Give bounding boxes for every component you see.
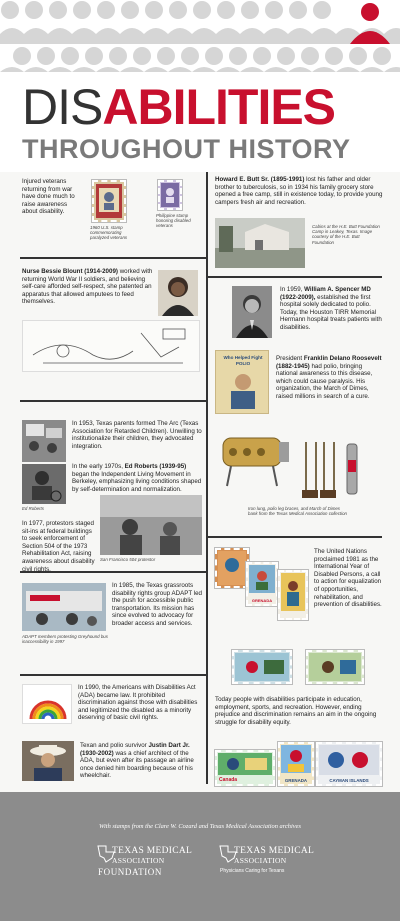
canada-label: Canada [219,777,238,783]
stamp-philippine-veterans [158,180,182,210]
butt-desc: lost his father and older brother to tuberculosis, so in 1934 his family grocery store opened a free camp, still in existence today, to provide young campers fresh air and recreation. [215,176,383,206]
roberts-name: Ed Roberts (1939-95) [124,463,187,470]
cayman-islands-stamp [316,742,382,786]
dart-desc: was a chief architect of the ADA, but even after its passage an airline once denied him boarding because of his wheelchair. [80,749,194,780]
texas-shape-icon [96,844,116,864]
roberts-caption: Ed Roberts [22,506,44,511]
tma-association-logo [220,846,314,874]
fdr-desc: had polio, bringing national awareness to this disease, which could cause paralysis. His organization, the March of Dimes, raised millions in search of a cure. [276,362,373,400]
fdr-prefix: President [276,355,303,362]
adapt-protest-photo [22,583,106,631]
grenada-label-1: GRENADA [251,598,273,603]
fdr-text [276,355,384,401]
title-part-abilities: ABILITIES [102,79,336,135]
divider-right-2 [206,536,382,538]
spencer-desc: established the first hospital solely dedicated to polio. Today, the Houston TIRR Memorial Hermann hospital treats patients with disabilities. [280,293,382,331]
fdr-name: Franklin Delano Roosevelt (1882-1945) [276,355,382,370]
dot-pattern-banner [0,0,400,72]
arc-protest-photo [22,420,66,462]
blount-desc: worked with returning World War II soldiers, and believing self-care afforded self-respect, she patented an apparatus that allowed amputees to feed themselves. [22,268,153,306]
tma-foundation-logo [98,846,192,877]
butt-text [215,176,383,206]
logo1-line3: FOUNDATION [98,867,162,877]
ironlung-caption: Iron lung, polio leg braces, and March of Dimes bank from the Texas Medical Association collection [248,506,348,517]
logo1-line2: ASSOCIATION [112,856,165,865]
sitins-caption: San Francisco 504 protestor [100,557,156,562]
polio-leg-braces [296,440,340,500]
grenada-stamp-3 [278,742,314,786]
stamp-paralyzed-veterans [92,180,126,222]
divider-left-1 [20,257,206,259]
spencer-prefix: In 1959, [280,286,303,293]
today-text: Today people with disabilities participate in education, employment, sports, and recreation. However, ending prejudice and discrimination remains an aim in the ongoing struggle for disability equity. [215,696,377,726]
spencer-name: William A. Spencer MD (1922-2009), [280,286,371,301]
title-block [22,79,382,165]
logo1-line1: TEXAS MEDICAL [112,846,193,856]
stamp1-caption: 1960 U.S. stamp commemorating paralyzed veterans [90,225,128,241]
arc-text: In 1953, Texas parents formed The Arc (Texas Association for Retarded Children). Unwilling to institutionalize their children, they advocated integration. [72,420,202,450]
divider-left-4 [20,674,206,676]
grenada-label-3: GRENADA [284,778,308,783]
red-person-icon [350,3,390,44]
logo2-line3: Physicians Caring for Texans [220,868,285,874]
sitins-text: In 1977, protestors staged sit-ins at federal buildings to seek enforcement of Section 504 of the 1973 Rehabilitation Act, raising awareness about disability civil rights. [22,520,95,573]
poster-caption: Who Helped Fight POLIO [223,355,263,366]
stamp-today-2 [306,650,364,684]
dart-prefix: Texan and polio survivor [80,742,147,749]
spencer-text [280,286,384,332]
dart-name: Justin Dart Jr. (1930-2002) [80,742,190,757]
un-stamp-1981 [215,548,249,588]
divider-left-2 [20,400,206,402]
stamp2-caption: Philippine stamp honoring disabled veterans [156,213,191,229]
footer-credits: With stamps from the Clare W. Cozard and Texas Medical Association archives [99,823,301,830]
texas-shape-icon [218,844,238,864]
cabins-caption: Cabins at the H.E. Butt Foundation Camp in Leakey, Texas. Image courtesy of the H.E. Butt Foundation [312,224,380,245]
justin-dart-photo [22,741,74,781]
butt-camp-cabins-photo [215,218,305,268]
ada-text: In 1990, the Americans with Disabilities Act (ADA) became law. It prohibited discrimination against those with disabilities and legitimized the disabled as a minority deserving of basic civil rights. [78,684,198,722]
footer [0,792,400,921]
butt-name: Howard E. Butt Sr. (1895-1991) [215,176,305,183]
polio-poster [215,350,269,414]
grenada-stamp-2 [278,570,308,620]
main-title [22,79,382,135]
iron-lung-photo [215,420,295,490]
roberts-prefix: In the early 1970s, [72,463,123,470]
adapt-caption: ADAPT members protesting Greyhound bus inaccessibility in 1997 [22,634,108,645]
stamp-today-1 [232,650,292,684]
cayman-label: CAYMAN ISLANDS [329,778,369,783]
timeline-vertical-line [206,172,208,784]
logo2-line1: TEXAS MEDICAL [234,846,315,856]
ed-roberts-photo [22,464,66,504]
un-text: The United Nations proclaimed 1981 as the International Year of Disabled Persons, a call to action for equalization of opportunities, rehabilitation, and prevention of disabilities. [314,548,382,609]
subtitle: THROUGHOUT HISTORY [22,134,351,164]
adapt-text: In 1985, the Texas grassroots disability rights group ADAPT led the push for accessible public transportation. Its mission has since evolved to advocacy for broader access and services. [112,582,202,627]
canada-stamp [215,750,275,786]
spencer-portrait [232,286,272,338]
march-of-dimes-bank [344,440,360,498]
header [0,0,400,172]
blount-portrait [158,270,198,316]
blount-name: Nurse Bessie Blount (1914-2009) [22,268,118,275]
sitin-protest-photo [100,495,202,555]
grenada-stamp-1 [246,562,278,606]
logo2-line2: ASSOCIATION [234,856,287,865]
roberts-text [72,463,202,493]
ada-rainbow-image [22,684,72,724]
veterans-text: Injured veterans returning from war have done much to raise awareness about disability. [22,178,75,216]
roberts-desc: began the Independent Living Movement in Berkeley, emphasizing living conditions shaped by self-determination and normalization. [72,470,202,493]
divider-right-1 [206,276,382,278]
blount-text [22,268,154,306]
dart-text [80,742,202,780]
blount-patent-drawing [22,320,200,372]
title-part-dis: DIS [22,79,103,135]
